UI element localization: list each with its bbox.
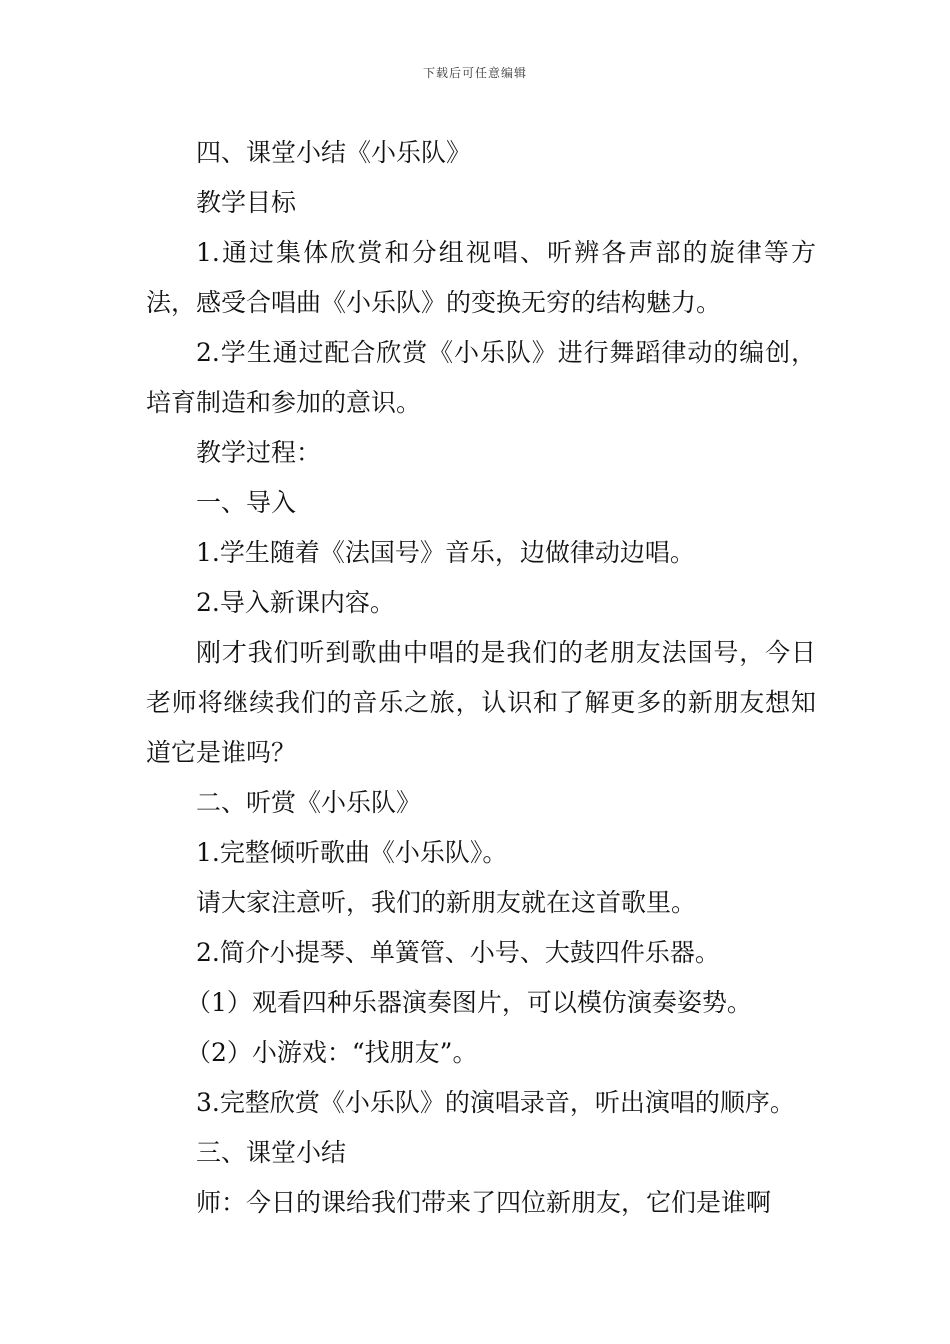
- listening-subitem: （1）观看四种乐器演奏图片，可以模仿演奏姿势。: [186, 988, 752, 1017]
- document-body: [146, 128, 816, 1228]
- intro-item: 2.导入新课内容。: [196, 588, 395, 617]
- listening-item: 2.简介小提琴、单簧管、小号、大鼓四件乐器。: [196, 938, 720, 967]
- listening-item: 1.完整倾听歌曲《小乐队》。: [196, 838, 508, 867]
- listening-subitem: （2）小游戏：“找朋友”。: [186, 1038, 478, 1067]
- listening-paragraph: 请大家注意听，我们的新朋友就在这首歌里。: [196, 888, 697, 917]
- section-heading-summary-2: 三、课堂小结: [196, 1138, 347, 1167]
- page-header: 下载后可任意编辑: [422, 66, 527, 80]
- section-heading-objectives: 教学目标: [196, 188, 297, 217]
- intro-item: 1.学生随着《法国号》音乐，边做律动边唱。: [196, 538, 695, 567]
- objective-item: 1.通过集体欣赏和分组视唱、听辨各声部的旋律等方法，感受合唱曲《小乐队》的变换无穷的结构魅力。: [146, 238, 816, 317]
- intro-paragraph: 刚才我们听到歌曲中唱的是我们的老朋友法国号，今日老师将继续我们的音乐之旅，认识和了解更多的新朋友想知道它是谁吗？: [146, 638, 816, 767]
- listening-item: 3.完整欣赏《小乐队》的演唱录音，听出演唱的顺序。: [196, 1088, 795, 1117]
- section-heading-summary: 四、课堂小结《小乐队》: [196, 138, 472, 167]
- objective-item: 2.学生通过配合欣赏《小乐队》进行舞蹈律动的编创，培育制造和参加的意识。: [146, 338, 816, 417]
- section-heading-intro: 一、导入: [196, 488, 297, 517]
- section-heading-listening: 二、听赏《小乐队》: [196, 788, 422, 817]
- section-heading-process: 教学过程：: [196, 438, 322, 467]
- teacher-line: 师：今日的课给我们带来了四位新朋友，它们是谁啊: [196, 1188, 772, 1217]
